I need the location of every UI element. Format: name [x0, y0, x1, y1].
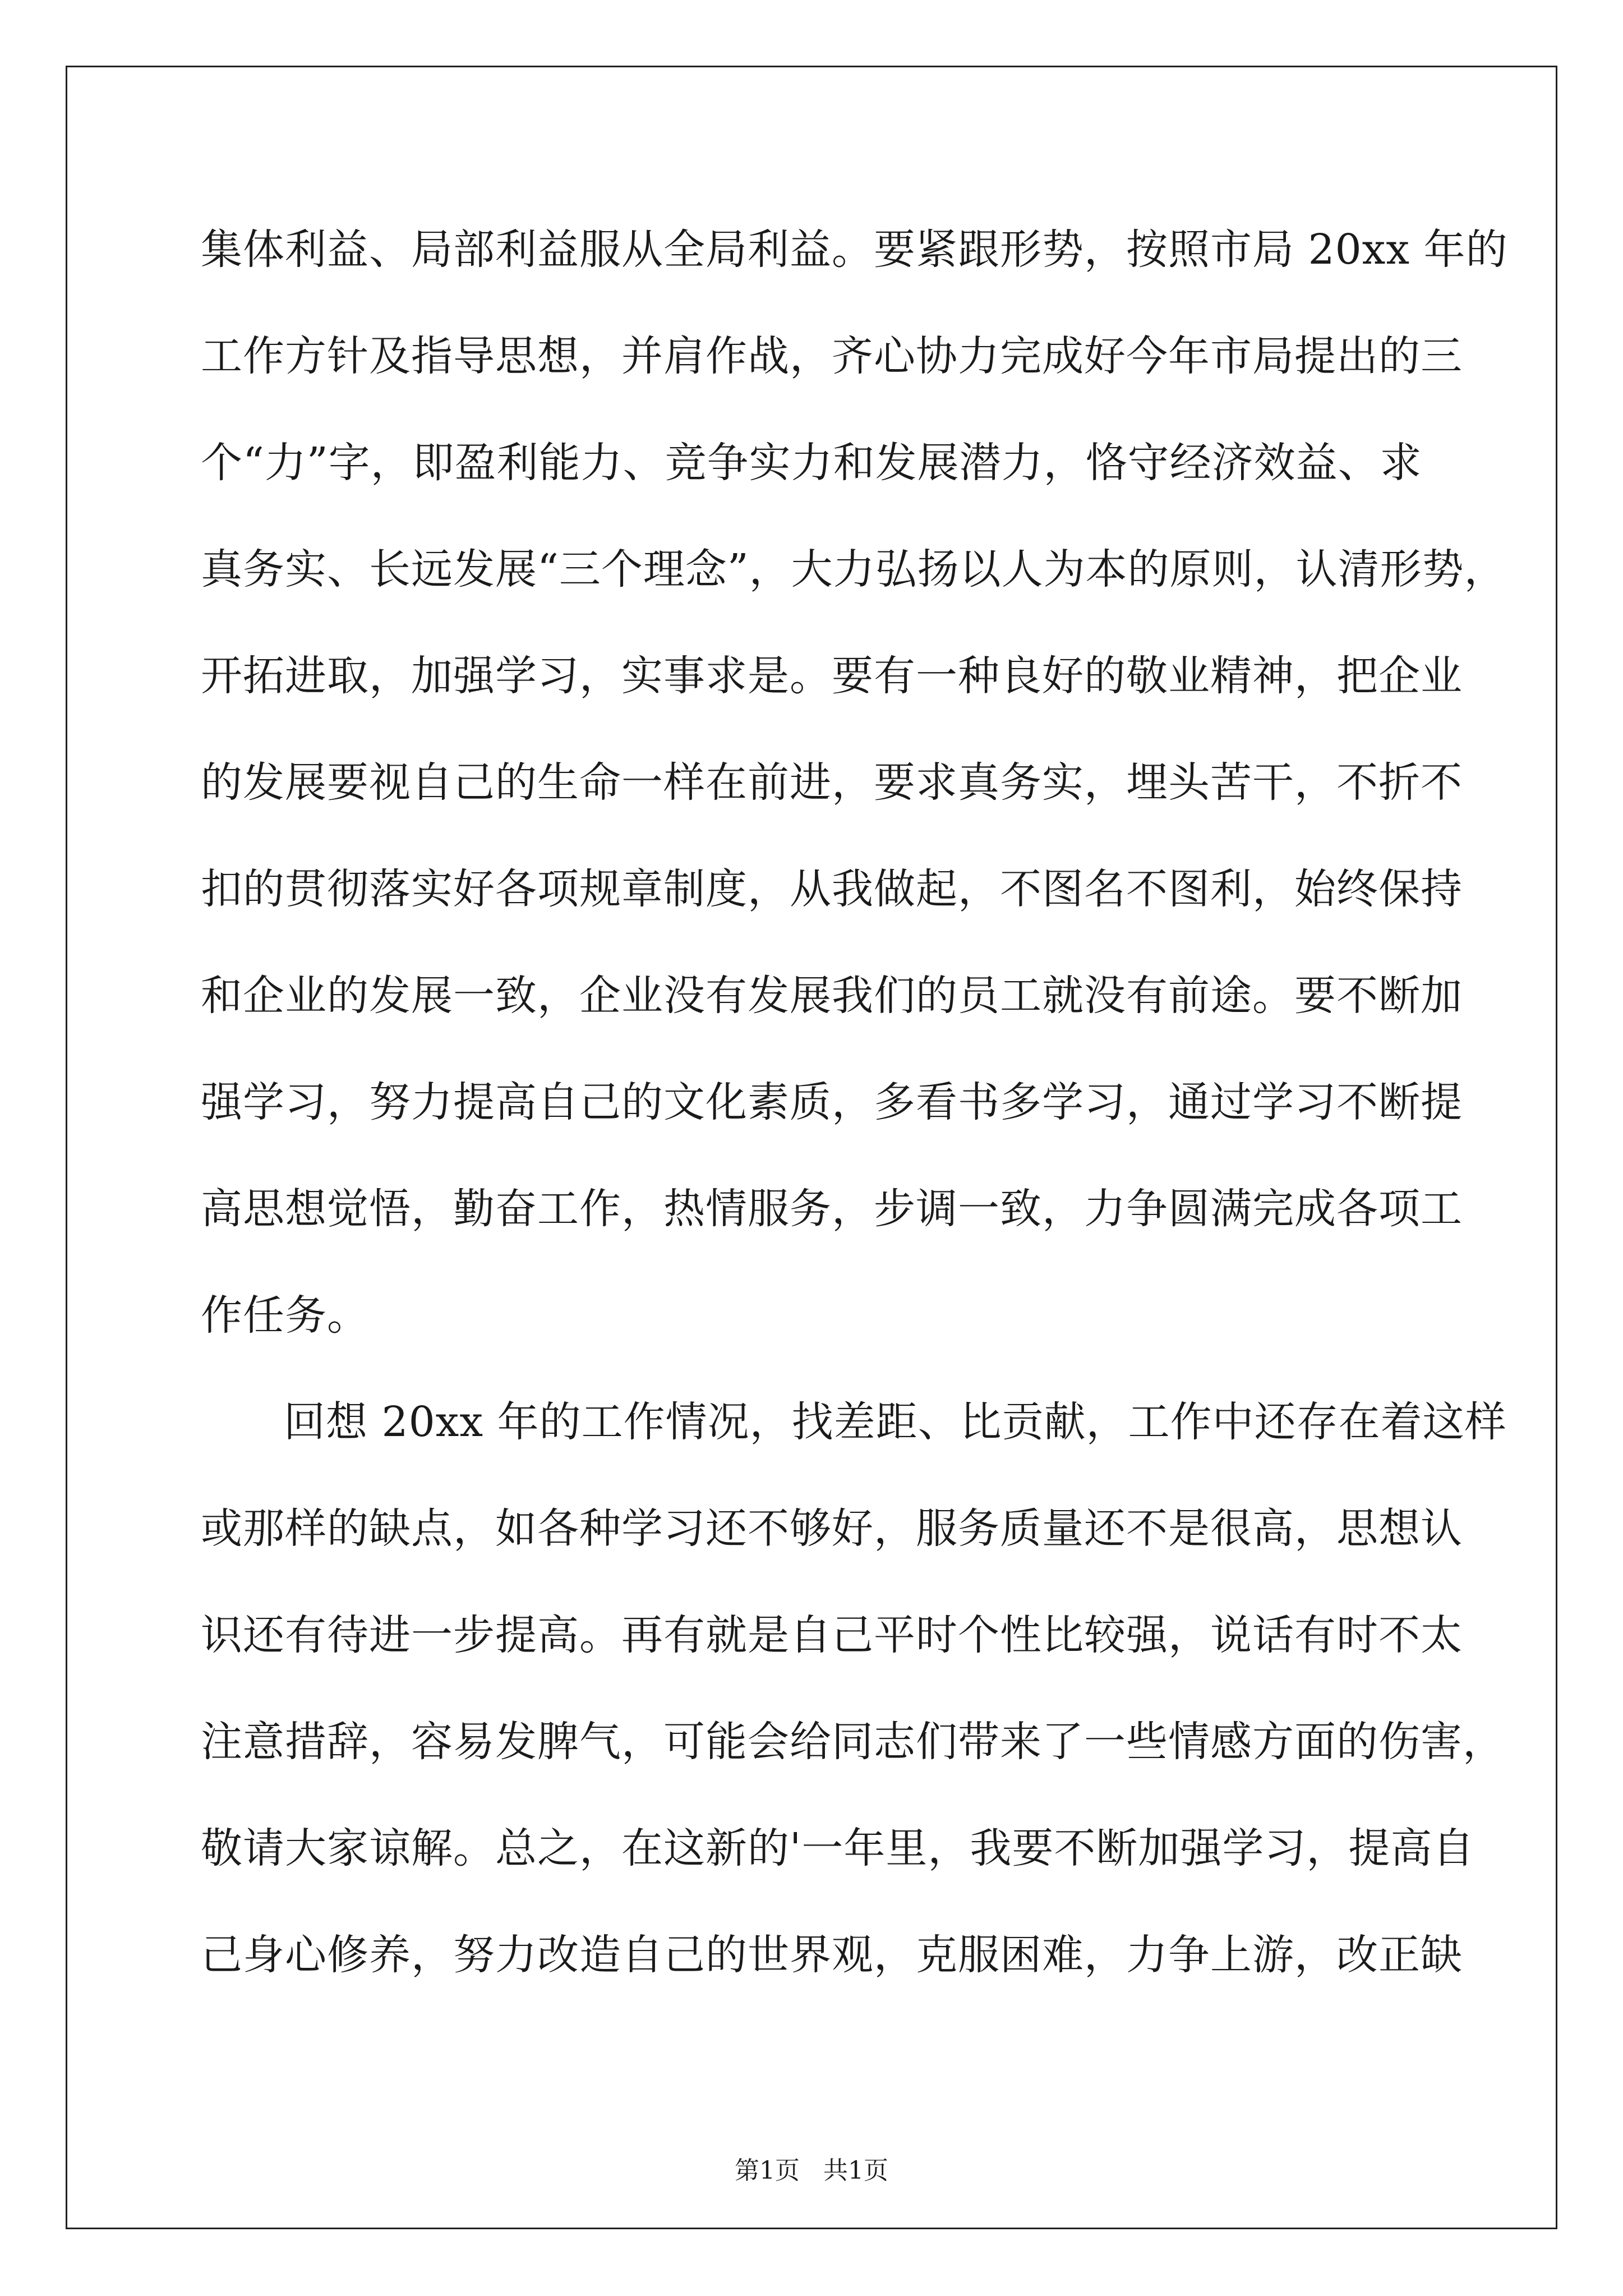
text-line: 开拓进取，加强学习，实事求是。要有一种良好的敬业精神，把企业 [201, 652, 1463, 700]
text-line: 工作方针及指导思想，并肩作战，齐心协力完成好今年市局提出的三 [201, 332, 1463, 380]
text-line: 的发展要视自己的生命一样在前进，要求真务实，埋头苦干，不折不 [201, 758, 1463, 807]
text-line: 集体利益、局部利益服从全局利益。要紧跟形势，按照市局 20xx 年的 [201, 226, 1508, 274]
document-body [201, 216, 1508, 2028]
text-line: 个“力”字，即盈利能力、竞争实力和发展潜力，恪守经济效益、求 [201, 439, 1422, 487]
text-line: 或那样的缺点，如各种学习还不够好，服务质量还不是很高，思想认 [201, 1504, 1463, 1553]
text-line: 扣的贯彻落实好各项规章制度，从我做起，不图名不图利，始终保持 [201, 865, 1463, 913]
page-footer: 第1页 共1页 [735, 2156, 888, 2185]
text-line: 作任务。 [201, 1291, 369, 1340]
text-line: 强学习，努力提高自己的文化素质，多看书多学习，通过学习不断提 [201, 1078, 1463, 1126]
text-line: 注意措辞，容易发脾气，可能会给同志们带来了一些情感方面的伤害， [201, 1718, 1505, 1766]
text-line: 和企业的发展一致，企业没有发展我们的员工就没有前途。要不断加 [201, 972, 1463, 1020]
text-line: 己身心修养，努力改造自己的世界观，克服困难，力争上游，改正缺 [201, 1931, 1463, 1979]
text-line: 真务实、长远发展“三个理念”，大力弘扬以人为本的原则，认清形势， [201, 545, 1506, 593]
paragraph-start-line: 回想 20xx 年的工作情况，找差距、比贡献，工作中还存在着这样 [284, 1398, 1507, 1446]
text-line: 高思想觉悟，勤奋工作，热情服务，步调一致，力争圆满完成各项工 [201, 1185, 1463, 1233]
text-line: 敬请大家谅解。总之，在这新的'一年里，我要不断加强学习，提高自 [201, 1824, 1475, 1872]
text-line: 识还有待进一步提高。再有就是自己平时个性比较强，说话有时不太 [201, 1611, 1463, 1659]
